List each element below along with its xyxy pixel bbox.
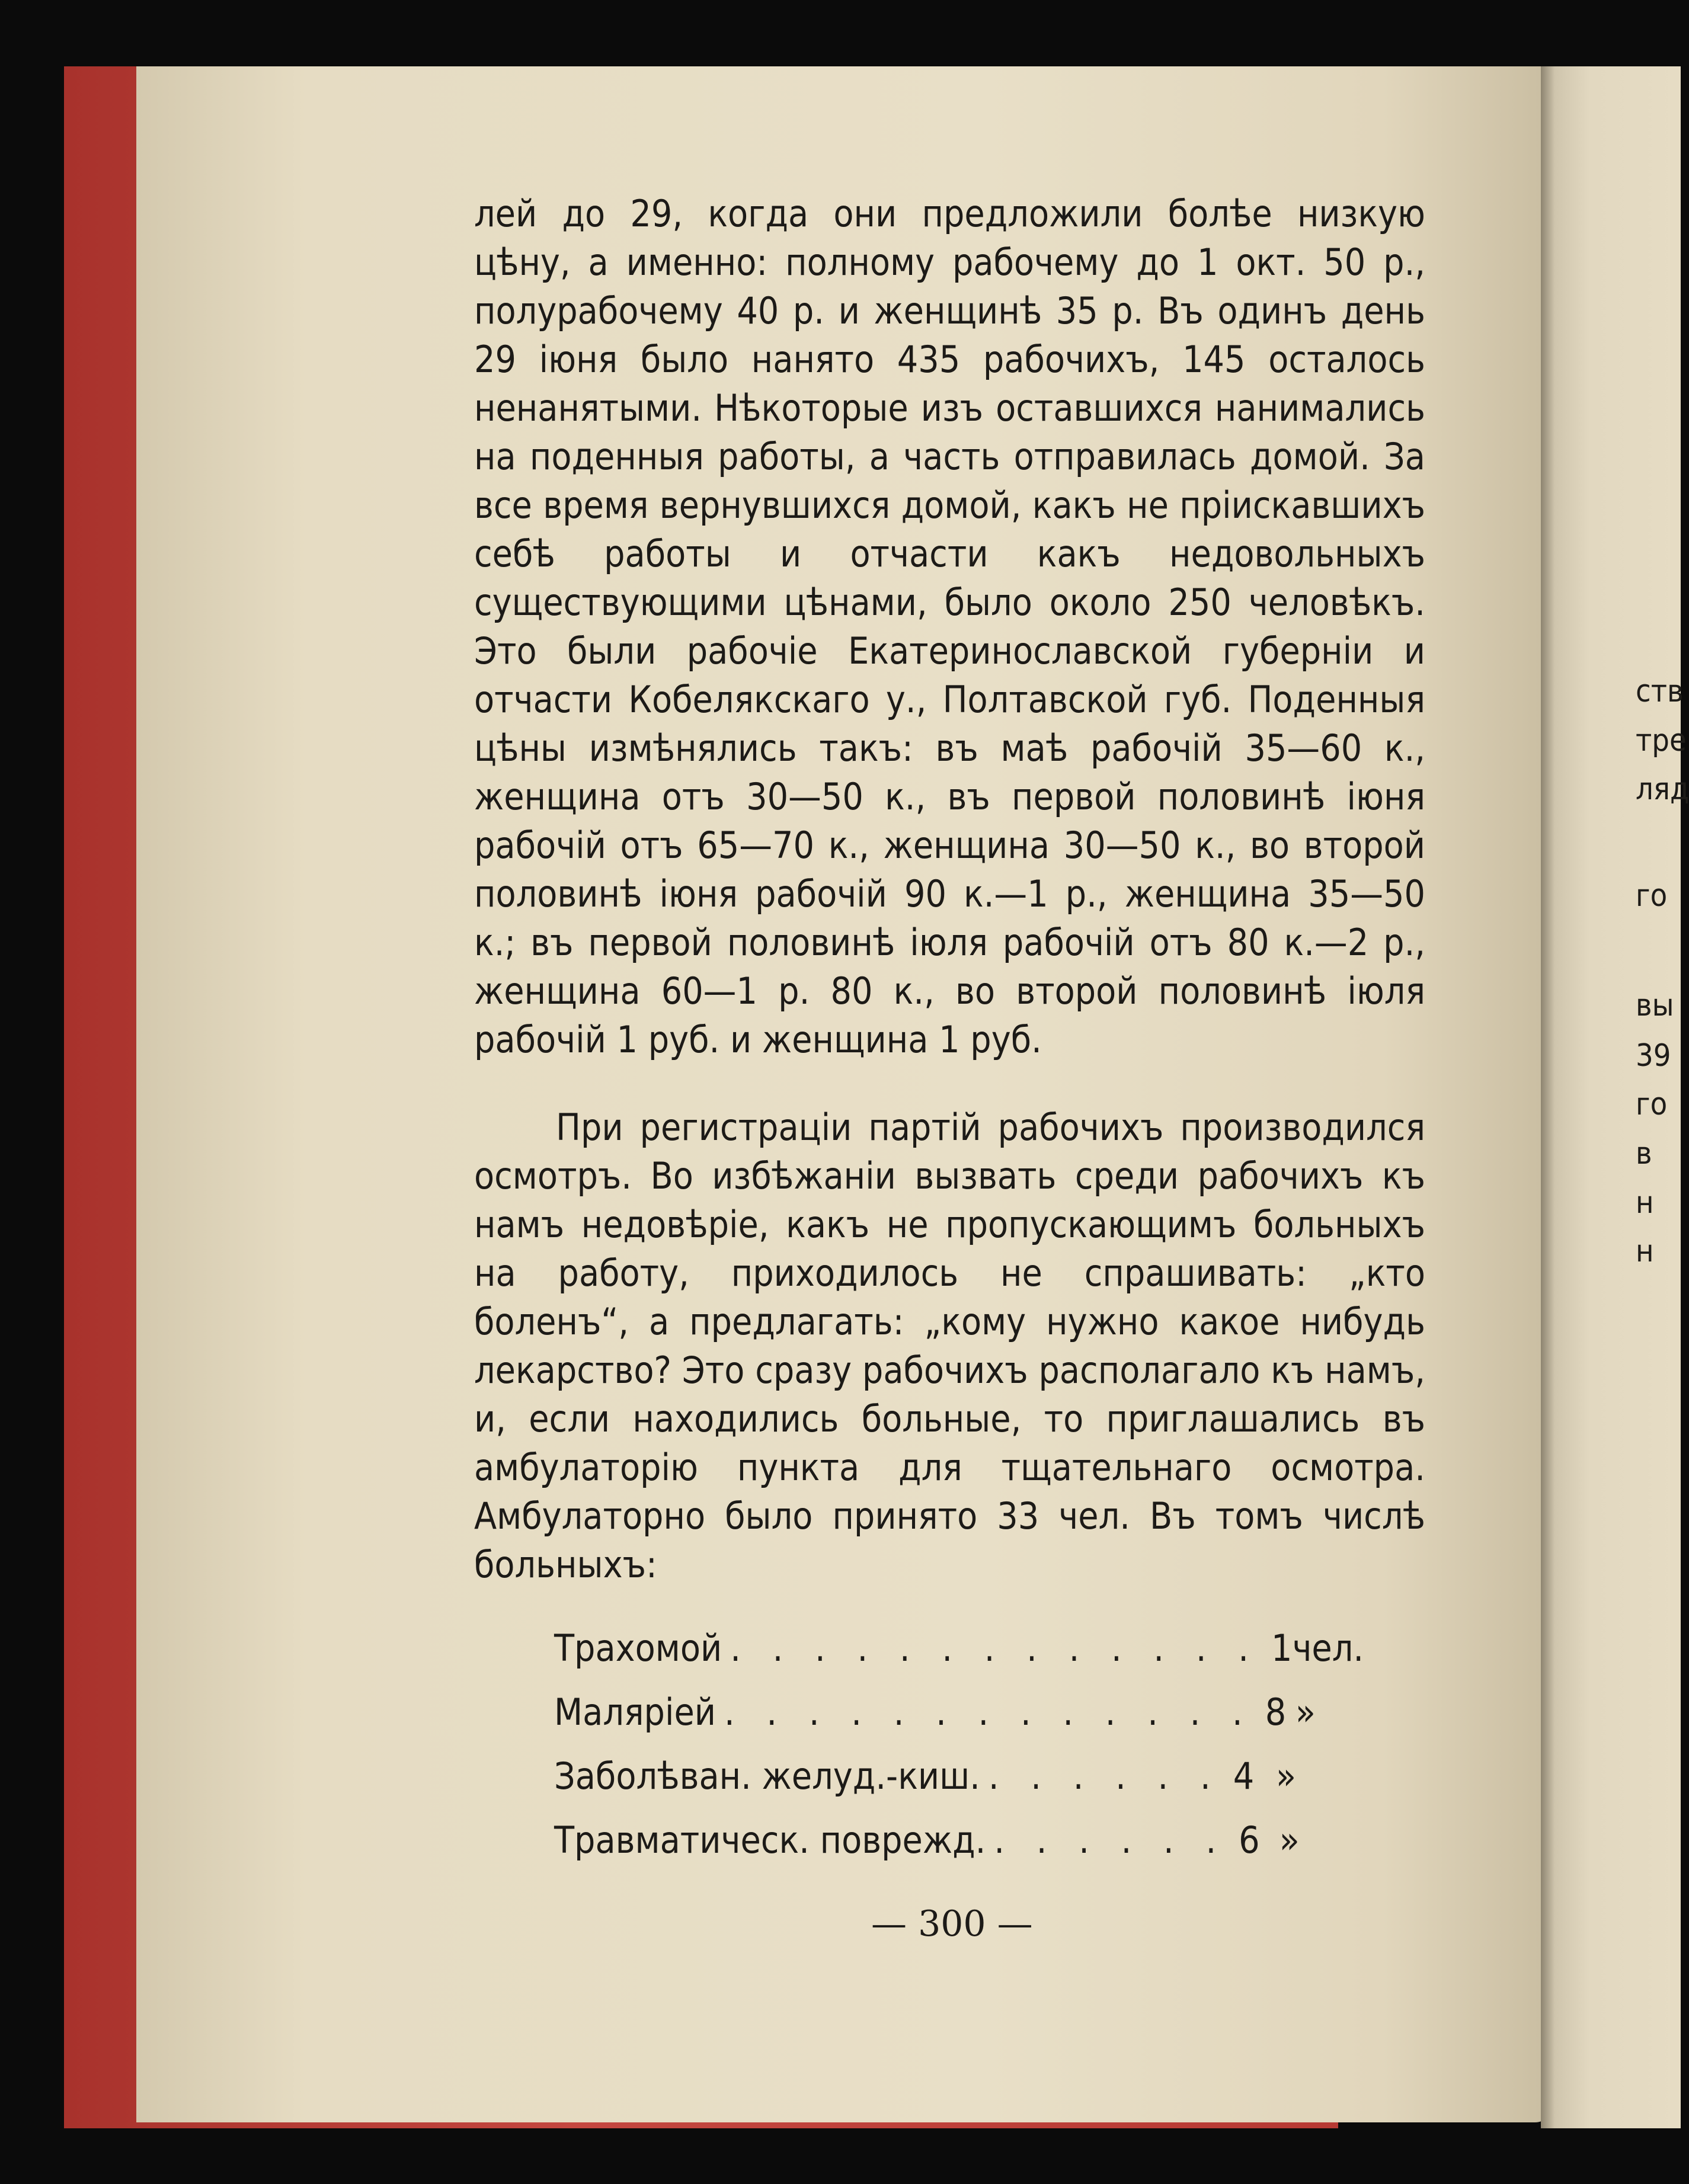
illness-table — [554, 1626, 1364, 1882]
table-row — [554, 1690, 1342, 1754]
adjacent-page-fragment: го — [1636, 878, 1668, 914]
leader-dots: . . . . . . . . . . . . . — [730, 1626, 1259, 1670]
illness-unit: чел. — [1292, 1626, 1364, 1670]
adjacent-page-fragment: 39 — [1636, 1038, 1671, 1074]
illness-unit: » — [1279, 1818, 1300, 1862]
adjacent-page-fragment: н — [1636, 1185, 1654, 1221]
adjacent-page-fragment: ляд — [1636, 771, 1689, 807]
illness-name: Малярiей — [554, 1690, 716, 1734]
adjacent-page-fragment: ств — [1636, 674, 1684, 709]
illness-count: 1 — [1271, 1626, 1293, 1670]
illness-name: Травматическ. поврежд. — [554, 1818, 986, 1862]
illness-name: Трахомой — [554, 1626, 722, 1670]
illness-unit: » — [1275, 1754, 1296, 1798]
table-row — [554, 1818, 1342, 1882]
adjacent-page-fragment: н — [1636, 1234, 1654, 1269]
body-text — [474, 190, 1425, 1589]
leader-dots: . . . . . . — [994, 1818, 1227, 1862]
page-number: — 300 — — [871, 1903, 1033, 1945]
illness-name: Заболѣван. желуд.-киш. — [554, 1754, 980, 1798]
illness-count: 6 — [1239, 1818, 1260, 1862]
table-row — [554, 1626, 1364, 1690]
leader-dots: . . . . . . — [988, 1754, 1221, 1798]
illness-unit: » — [1295, 1690, 1316, 1734]
table-row — [554, 1754, 1342, 1818]
adjacent-page-fragment: тре — [1636, 723, 1687, 758]
paragraph: лей до 29, когда они предложили болѣе низкую цѣну, а именно: полному рабочему до 1 окт. 50 р., полурабочему 40 р. и женщинѣ 35 р. Въ одинъ день 29 іюня было нанято 435 рабочихъ, 145 осталось ненанятыми. Нѣкоторые изъ оставшихся нанимались на поденныя работы, а часть отправилась домой. За все время вернувшихся домой, какъ не пріискавшихъ себѣ работы и отчасти какъ недовольныхъ существующими цѣнами, было около 250 человѣкъ. Это были рабочіе Екатеринославской губерніи и отчасти Кобелякскаго у., Полтавской губ. Поденныя цѣны измѣнялись такъ: въ маѣ рабочій 35—60 к., женщина отъ 30—50 к., въ первой половинѣ іюня рабочій отъ 65—70 к., женщина 30—50 к., во второй половинѣ іюня рабочій 90 к.—1 р., женщина 35—50 к.; въ первой половинѣ іюля рабочій отъ 80 к.—2 р., женщина 60—1 р. 80 к., во второй половинѣ іюля рабочій 1 руб. и женщина 1 руб. — [474, 192, 1425, 1061]
illness-count: 4 — [1233, 1754, 1255, 1798]
adjacent-page-fragment: вы — [1636, 988, 1674, 1023]
paragraph: При регистраціи партій рабочихъ производился осмотръ. Во избѣжаніи вызвать среди рабочихъ къ намъ недовѣріе, какъ не пропускающимъ больныхъ на работу, приходилось не спрашивать: „кто боленъ“, а предлагать: „кому нужно какое нибудь лекарство? Это сразу рабочихъ располагало къ намъ, и, если находились больные, то приглашались въ амбулаторію пункта для тщательнаго осмотра. Амбулаторно было принято 33 чел. Въ томъ числѣ больныхъ: — [474, 1106, 1425, 1586]
leader-dots: . . . . . . . . . . . . . — [724, 1690, 1253, 1734]
adjacent-page-fragment: го — [1636, 1087, 1668, 1122]
adjacent-page-fragment: в — [1636, 1136, 1652, 1171]
adjacent-page — [1541, 66, 1689, 2128]
illness-count: 8 — [1265, 1690, 1287, 1734]
